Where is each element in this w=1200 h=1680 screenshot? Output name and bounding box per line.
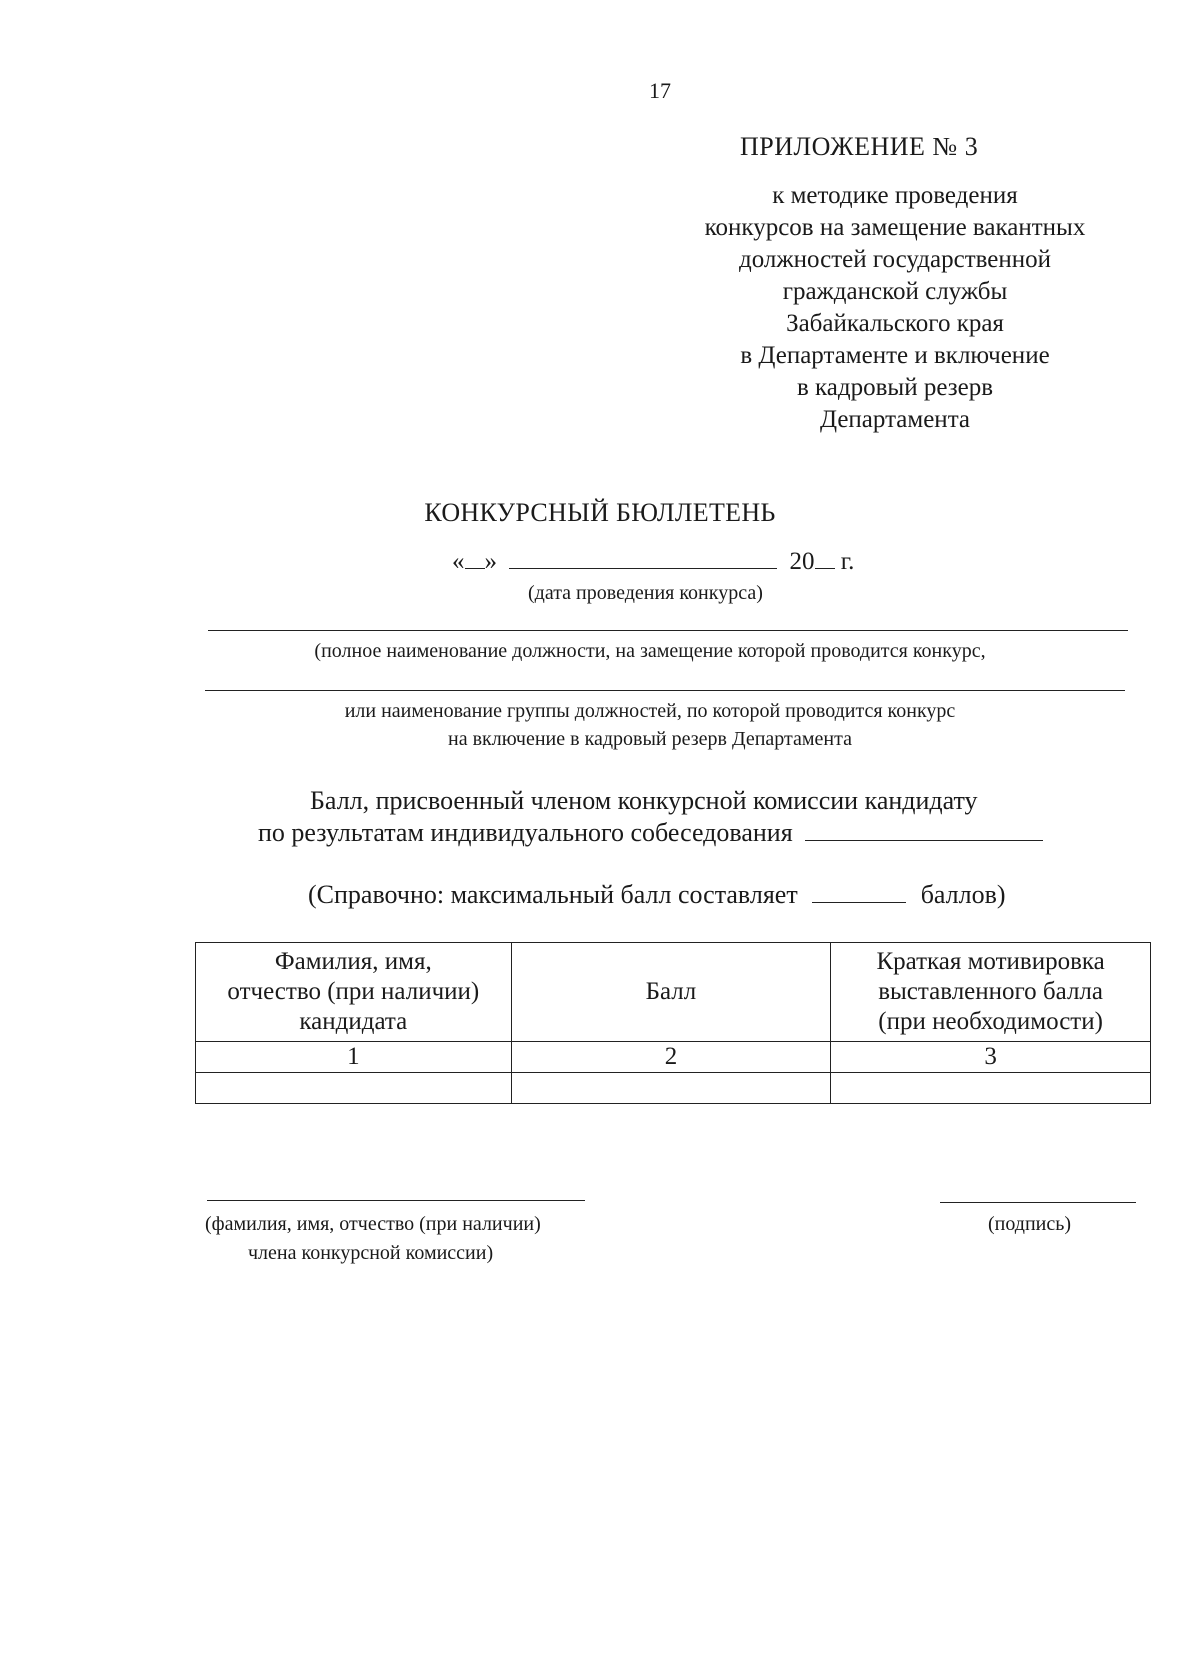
header-candidate-name <box>196 943 512 1042</box>
document-title: КОНКУРСНЫЙ БЮЛЛЕТЕНЬ <box>424 498 776 527</box>
appendix-description <box>660 180 1130 436</box>
date-caption: (дата проведения конкурса) <box>528 582 763 604</box>
position-caption: (полное наименование должности, на замещение которой проводится конкурс, <box>314 640 986 662</box>
member-name-line <box>207 1200 585 1201</box>
signature-line <box>940 1202 1136 1203</box>
appendix-title: ПРИЛОЖЕНИЕ № 3 <box>740 132 979 161</box>
appendix-line: в кадровый резерв <box>796 374 994 401</box>
score-statement-line-1: Балл, присвоенный членом конкурсной комиссии кандидату <box>310 786 978 815</box>
group-name-line <box>205 690 1125 691</box>
score-statement-line-2 <box>258 818 1043 848</box>
header-text: кандидата <box>299 1008 408 1035</box>
reference-prefix: (Справочно: максимальный балл составляет <box>308 880 798 909</box>
reference-suffix: баллов) <box>920 880 1006 909</box>
header-text: Фамилия, имя, <box>274 948 432 975</box>
year-prefix: 20 <box>789 548 815 575</box>
column-number-row <box>196 1042 1151 1073</box>
table-header-row <box>196 943 1151 1042</box>
page-number: 17 <box>649 78 671 103</box>
appendix-line: гражданской службы <box>782 278 1008 305</box>
date-quote-close: » <box>484 548 497 575</box>
motivation-cell <box>831 1073 1151 1104</box>
reference-note <box>308 880 1006 910</box>
score-table <box>195 942 1151 1104</box>
header-score <box>511 943 831 1042</box>
header-text: (при необходимости) <box>878 1008 1103 1035</box>
max-score-blank <box>812 882 906 903</box>
member-name-caption: (фамилия, имя, отчество (при наличии) <box>205 1213 541 1235</box>
table-row <box>196 1073 1151 1104</box>
candidate-name-cell <box>196 1073 512 1104</box>
score-blank <box>805 820 1043 841</box>
appendix-line: Департамента <box>819 406 971 433</box>
score-cell <box>511 1073 831 1104</box>
reserve-caption: на включение в кадровый резерв Департамента <box>448 728 852 750</box>
signature-caption: (подпись) <box>988 1213 1072 1235</box>
appendix-line: в Департаменте и включение <box>740 342 1050 369</box>
column-number: 2 <box>511 1042 831 1073</box>
header-text: Краткая мотивировка <box>876 948 1105 975</box>
appendix-line: конкурсов на замещение вакантных <box>704 214 1086 241</box>
month-blank <box>509 548 777 569</box>
column-number: 3 <box>831 1042 1151 1073</box>
date-field <box>452 548 854 576</box>
group-caption: или наименование группы должностей, по которой проводится конкурс <box>344 700 956 722</box>
year-blank <box>815 548 835 569</box>
appendix-line: Забайкальского края <box>786 310 1004 337</box>
day-blank <box>465 548 485 569</box>
date-quote-open: « <box>452 548 465 575</box>
header-text: выставленного балла <box>878 978 1103 1005</box>
header-text: Балл <box>645 978 697 1005</box>
header-text: отчество (при наличии) <box>227 978 480 1005</box>
appendix-line: должностей государственной <box>738 246 1052 273</box>
appendix-line: к методике проведения <box>772 182 1018 209</box>
score-statement-text: по результатам индивидуального собеседования <box>258 818 793 847</box>
position-name-line <box>208 630 1128 631</box>
year-suffix: г. <box>834 548 855 575</box>
header-motivation <box>831 943 1151 1042</box>
member-role-caption: члена конкурсной комиссии) <box>248 1242 494 1264</box>
column-number: 1 <box>196 1042 512 1073</box>
